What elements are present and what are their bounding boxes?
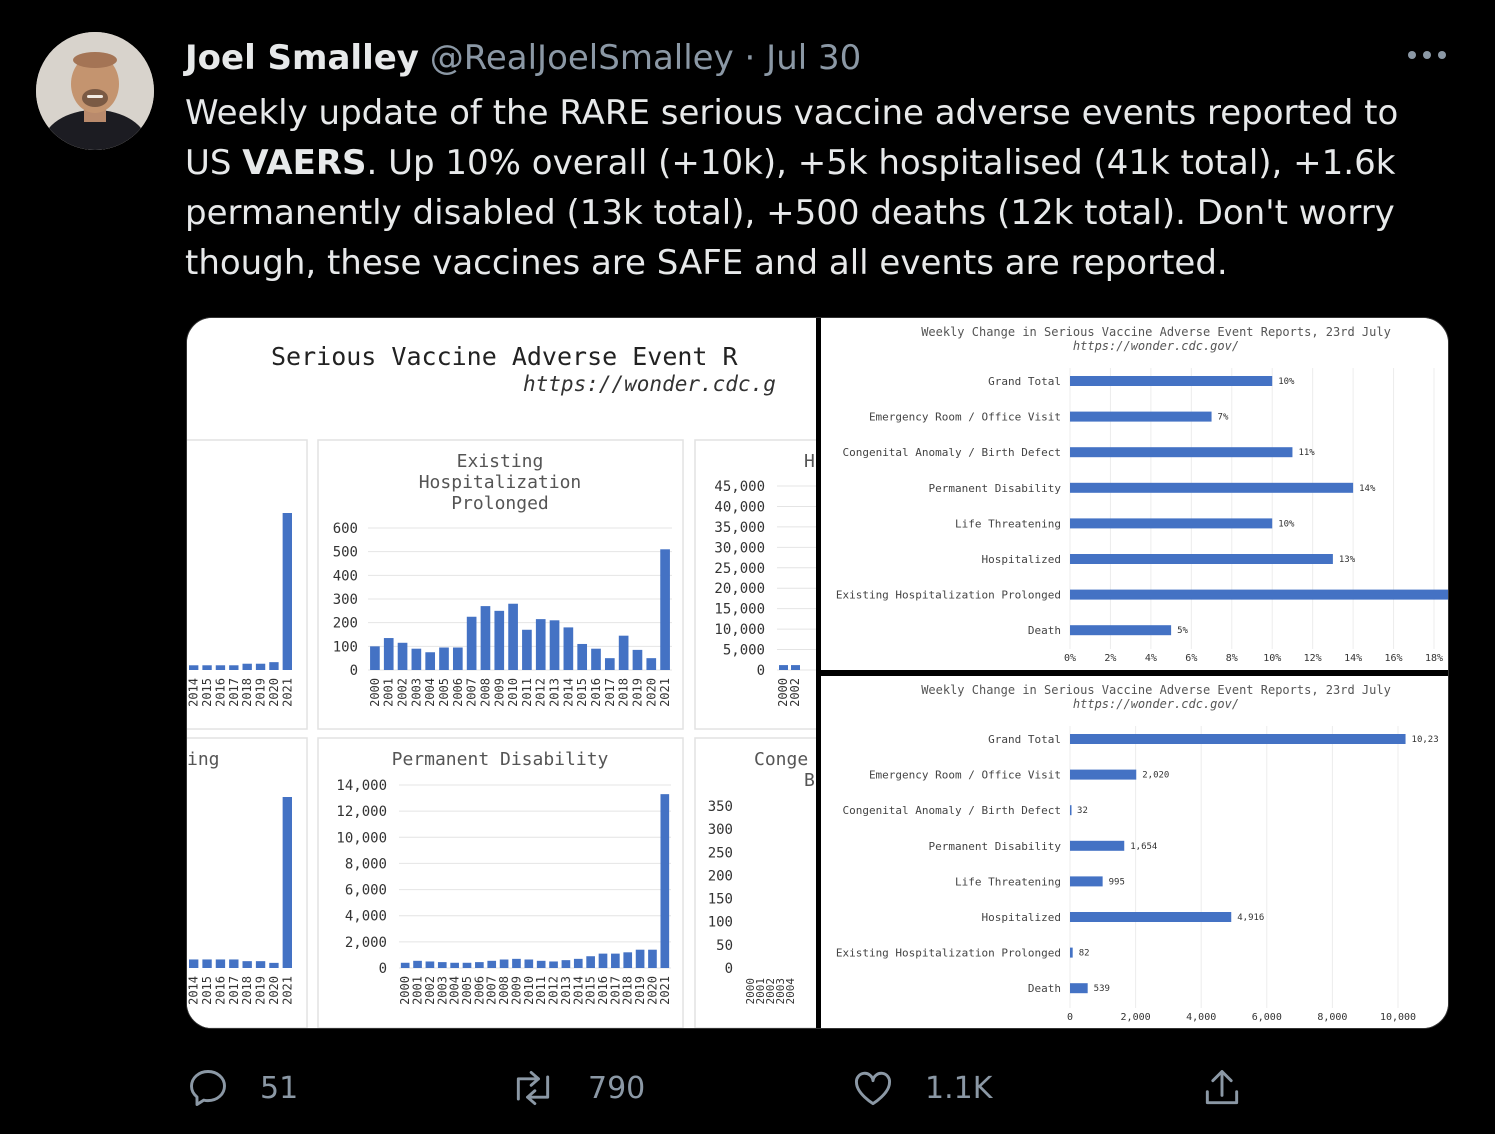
hbar <box>1070 590 1449 600</box>
x-tick-label: 2,000 <box>1120 1012 1151 1023</box>
partial-chart-title: Conge <box>754 749 809 770</box>
partial-lt-bar <box>269 662 278 670</box>
y-tick-label: 300 <box>707 822 733 839</box>
hbar <box>1070 625 1171 635</box>
x-tick-label: 2004 <box>423 678 438 707</box>
y-tick-label: 150 <box>707 891 733 908</box>
x-tick-label: 2019 <box>630 678 645 707</box>
partial-lt-bar <box>243 664 252 670</box>
category-label: Life Threatening <box>955 517 1061 531</box>
x-tick-label: 2017 <box>608 976 623 1005</box>
x-tick-label: 2000 <box>776 678 790 707</box>
partial-chart-title: ing <box>187 749 220 770</box>
chart-title: Permanent Disability <box>391 749 609 770</box>
x-tick-label: 2007 <box>464 678 479 707</box>
chart-title-line: Hospitalization <box>418 472 582 493</box>
pd-bar <box>574 959 583 968</box>
reply-count: 51 <box>260 1070 299 1106</box>
category-label: Emergency Room / Office Visit <box>868 410 1061 424</box>
x-tick-label: 2003 <box>409 678 424 707</box>
x-tick-label: 2020 <box>644 678 659 707</box>
reply-button[interactable] <box>186 1058 298 1118</box>
separator: · <box>744 38 756 78</box>
x-tick-label: 2015 <box>575 678 590 707</box>
hbar <box>1070 805 1072 815</box>
x-tick-label: 6% <box>1185 653 1198 664</box>
left-image-subtitle: https://wonder.cdc.g <box>523 372 776 396</box>
category-label: Grand Total <box>988 375 1061 388</box>
y-tick-label: 2,000 <box>344 934 387 951</box>
x-tick-label: 0% <box>1063 653 1077 664</box>
hbar <box>1070 876 1103 886</box>
y-tick-label: 250 <box>707 845 733 862</box>
x-tick-label: 2016 <box>213 678 228 707</box>
ehp-bar <box>591 649 601 670</box>
x-tick-label: 2005 <box>460 976 474 1005</box>
category-label: Death <box>1027 982 1061 996</box>
y-tick-label: 4,000 <box>344 908 387 925</box>
tweet-text-part1: Weekly update of the RARE serious vaccine adverse events reported to US <box>185 93 1399 183</box>
chart-title: Weekly Change in Serious Vaccine Adverse Event Reports, 23rd July <box>921 325 1391 339</box>
y-tick-label: 100 <box>332 639 358 656</box>
ehp-bar <box>398 643 408 670</box>
y-tick-label: 0 <box>378 961 387 977</box>
x-tick-label: 0 <box>1066 1012 1074 1023</box>
x-tick-label: 2017 <box>226 678 241 707</box>
tweet-text-bold[interactable]: VAERS <box>242 143 367 183</box>
category-label: Existing Hospitalization Prolonged <box>835 946 1061 960</box>
x-tick-label: 2011 <box>534 976 549 1005</box>
x-tick-label: 2001 <box>381 678 396 707</box>
left-charts <box>187 318 816 1029</box>
pct-change-chart <box>821 318 1449 670</box>
x-tick-label: 2009 <box>492 678 507 707</box>
x-tick-label: 2018 <box>240 976 255 1005</box>
x-tick-label: 16% <box>1384 653 1403 664</box>
partial-lt-bar <box>216 665 225 670</box>
ehp-bar <box>633 650 643 670</box>
partial-lb-bar <box>189 959 198 968</box>
x-tick-label: 2017 <box>602 678 617 707</box>
ehp-bar <box>439 648 449 670</box>
x-tick-label: 2000 <box>367 678 382 707</box>
ehp-bar <box>425 652 435 670</box>
chart-subtitle: https://wonder.cdc.gov/ <box>1072 697 1240 711</box>
x-tick-label: 2012 <box>546 976 561 1005</box>
pd-bar <box>599 954 608 968</box>
partial-chart-title: H <box>804 451 815 472</box>
x-tick-label: 2016 <box>589 678 603 707</box>
hbar <box>1070 518 1272 528</box>
hbar <box>1070 948 1073 958</box>
data-label: 1,654 <box>1130 841 1158 852</box>
y-tick-label: 12,000 <box>336 804 387 821</box>
ehp-bar <box>564 627 574 670</box>
y-tick-label: 500 <box>332 544 358 561</box>
partial-chart-title: B <box>804 770 815 791</box>
hbar <box>1070 447 1292 457</box>
media-image-top-right[interactable] <box>821 318 1449 670</box>
pd-bar <box>636 950 645 968</box>
x-tick-label: 2018 <box>616 678 631 707</box>
tweet-header <box>185 34 861 82</box>
more-icon[interactable] <box>1404 40 1450 70</box>
ehp-bar <box>577 644 587 670</box>
y-tick-label: 14,000 <box>336 778 387 794</box>
partial-lb-bar <box>243 961 252 968</box>
x-tick-label: 2004 <box>784 978 797 1005</box>
hbar <box>1070 983 1088 993</box>
y-tick-label: 600 <box>332 521 358 537</box>
x-tick-label: 2016 <box>596 976 610 1005</box>
data-label: 82 <box>1078 948 1090 959</box>
pd-bar <box>438 962 447 968</box>
ehp-bar <box>660 549 670 670</box>
pd-bar <box>549 961 558 968</box>
category-label: Existing Hospitalization Prolonged <box>835 588 1061 602</box>
partial-lt-bar <box>189 665 198 670</box>
partial-lt-bar <box>229 665 238 670</box>
ehp-bar <box>384 638 394 670</box>
x-tick-label: 8,000 <box>1317 1012 1348 1023</box>
x-tick-label: 2002 <box>395 678 410 707</box>
x-tick-label: 2019 <box>253 678 268 707</box>
partial-lb-bar <box>256 961 265 968</box>
pd-bar <box>562 960 571 968</box>
x-tick-label: 2020 <box>266 976 281 1005</box>
author-name[interactable]: Joel Smalley <box>185 38 419 78</box>
category-label: Emergency Room / Office Visit <box>868 768 1061 782</box>
x-tick-label: 14% <box>1344 653 1363 664</box>
data-label: 995 <box>1108 877 1125 888</box>
x-tick-label: 2016 <box>213 976 228 1005</box>
category-label: Hospitalized <box>981 911 1061 924</box>
x-tick-label: 2% <box>1104 653 1117 664</box>
more-dot <box>1423 51 1431 59</box>
x-tick-label: 2000 <box>398 976 413 1005</box>
partial-lb-bar <box>202 959 211 968</box>
y-tick-label: 20,000 <box>714 581 765 598</box>
y-tick-label: 100 <box>707 914 733 931</box>
category-label: Permanent Disability <box>928 481 1061 495</box>
x-tick-label: 2008 <box>497 976 512 1005</box>
x-tick-label: 2011 <box>519 678 534 707</box>
ehp-bar <box>494 611 504 670</box>
ehp-bar <box>412 649 422 670</box>
share-icon <box>1200 1066 1244 1110</box>
author-handle[interactable]: @RealJoelSmalley <box>429 38 734 78</box>
y-tick-label: 30,000 <box>714 540 765 557</box>
x-tick-label: 10,000 <box>1379 1012 1417 1023</box>
abs-change-chart <box>821 676 1449 1029</box>
y-tick-label: 40,000 <box>714 499 765 516</box>
pd-bar <box>500 960 509 968</box>
data-label: 10% <box>1278 377 1295 387</box>
x-tick-label: 2002 <box>422 976 437 1005</box>
pd-bar <box>413 961 422 968</box>
media-image-bottom-right[interactable] <box>821 676 1449 1029</box>
pd-bar <box>648 950 657 968</box>
pd-bar <box>487 961 496 968</box>
ehp-bar <box>481 606 491 670</box>
partial-lb-bar <box>269 963 278 968</box>
y-tick-label: 8,000 <box>344 856 387 873</box>
chart-title-line: Prolonged <box>451 493 549 514</box>
y-tick-label: 0 <box>349 663 358 679</box>
pd-bar <box>524 960 533 968</box>
partial-lt-bar <box>283 513 292 670</box>
y-tick-label: 15,000 <box>714 601 765 618</box>
category-label: Permanent Disability <box>928 839 1061 853</box>
y-tick-label: 0 <box>756 663 765 679</box>
ehp-bar <box>619 636 629 670</box>
ehp-bar <box>605 658 615 670</box>
y-tick-label: 200 <box>707 868 733 885</box>
y-tick-label: 10,000 <box>336 830 387 847</box>
more-dot <box>1438 51 1446 59</box>
panel-bg <box>821 676 1449 1029</box>
x-tick-label: 2013 <box>547 678 562 707</box>
hbar <box>1070 412 1212 422</box>
data-label: 32 <box>1077 806 1088 817</box>
ehp-bar <box>522 630 532 670</box>
x-tick-label: 2004 <box>447 976 462 1005</box>
data-label: 7% <box>1217 412 1229 423</box>
partial-lb-bar <box>229 959 238 968</box>
tweet-text-part2: . Up 10% overall (+10k), +5k hospitalised (41k total), +1.6k permanently disabled (13k total), +500 deaths (12k total). Don't worry though, these vaccines are SAFE and all events are reported. <box>185 143 1396 283</box>
like-icon <box>851 1066 895 1110</box>
category-label: Congenital Anomaly / Birth Defect <box>842 446 1061 460</box>
x-tick-label: 12% <box>1303 653 1322 664</box>
x-tick-label: 4,000 <box>1186 1012 1217 1023</box>
chart-subtitle: https://wonder.cdc.gov/ <box>1072 339 1240 353</box>
y-tick-label: 300 <box>332 592 358 608</box>
pd-bar <box>463 963 472 968</box>
more-dot <box>1408 51 1416 59</box>
data-label: 14% <box>1359 483 1376 494</box>
hbar <box>1070 912 1231 922</box>
reply-icon <box>186 1066 230 1110</box>
data-label: 10,23 <box>1411 735 1439 745</box>
avatar[interactable] <box>36 32 154 150</box>
partial-rt-bar <box>779 665 788 670</box>
ehp-bar <box>453 648 463 670</box>
like-button[interactable] <box>851 1058 992 1118</box>
x-tick-label: 2006 <box>450 678 465 707</box>
tweet-text <box>185 88 1435 288</box>
x-tick-label: 2001 <box>754 978 767 1005</box>
data-label: 11% <box>1298 448 1315 459</box>
x-tick-label: 2014 <box>571 976 586 1005</box>
y-tick-label: 350 <box>707 799 733 815</box>
x-tick-label: 2010 <box>506 678 521 707</box>
x-tick-label: 2017 <box>226 976 241 1005</box>
hbar <box>1070 841 1124 851</box>
x-tick-label: 2019 <box>253 976 268 1005</box>
x-tick-label: 2006 <box>472 976 487 1005</box>
x-tick-label: 2013 <box>558 976 573 1005</box>
hbar <box>1070 554 1333 564</box>
x-tick-label: 2001 <box>410 976 425 1005</box>
x-tick-label: 2021 <box>280 976 295 1005</box>
partial-rt-bar <box>791 665 800 670</box>
y-tick-label: 35,000 <box>714 519 765 536</box>
pd-bar <box>537 961 546 968</box>
data-label: 539 <box>1093 984 1110 995</box>
panel-bg <box>821 318 1449 670</box>
y-tick-label: 25,000 <box>714 560 765 577</box>
x-tick-label: 2010 <box>521 976 536 1005</box>
x-tick-label: 2003 <box>774 978 787 1005</box>
x-tick-label: 18% <box>1424 653 1444 664</box>
x-tick-label: 2020 <box>266 678 281 707</box>
x-tick-label: 2015 <box>200 678 215 707</box>
x-tick-label: 4% <box>1144 653 1157 664</box>
share-button[interactable] <box>1200 1058 1274 1118</box>
hbar <box>1070 483 1353 493</box>
x-tick-label: 6,000 <box>1251 1012 1282 1023</box>
x-tick-label: 2018 <box>240 678 255 707</box>
x-tick-label: 2002 <box>788 678 802 707</box>
ehp-bar <box>508 604 518 670</box>
pd-bar <box>426 961 435 968</box>
hbar <box>1070 734 1406 744</box>
x-tick-label: 2018 <box>620 976 635 1005</box>
ehp-bar <box>550 620 560 670</box>
retweet-button[interactable] <box>508 1058 645 1118</box>
data-label: 2,020 <box>1142 770 1170 781</box>
x-tick-label: 2015 <box>583 976 598 1005</box>
media-grid[interactable] <box>186 317 1449 1029</box>
data-label: 13% <box>1338 555 1356 565</box>
y-tick-label: 45,000 <box>714 479 765 495</box>
x-tick-label: 2012 <box>533 678 548 707</box>
x-tick-label: 2021 <box>658 678 673 707</box>
x-tick-label: 2014 <box>561 678 576 707</box>
category-label: Hospitalized <box>981 553 1061 566</box>
ehp-bar <box>370 646 380 670</box>
x-tick-label: 2002 <box>764 978 777 1005</box>
data-label: 5% <box>1177 626 1188 637</box>
category-label: Life Threatening <box>955 875 1061 889</box>
pd-bar <box>623 952 632 968</box>
x-tick-label: 8% <box>1225 653 1238 664</box>
pd-bar <box>611 954 620 968</box>
y-tick-label: 0 <box>724 961 733 977</box>
category-label: Grand Total <box>988 733 1061 746</box>
x-tick-label: 2009 <box>509 976 524 1005</box>
x-tick-label: 2003 <box>435 976 450 1005</box>
partial-lt-bar <box>202 665 211 670</box>
media-image-left[interactable] <box>187 318 816 1029</box>
hbar <box>1070 376 1272 386</box>
left-image-title: Serious Vaccine Adverse Event R <box>271 342 738 371</box>
y-tick-label: 10,000 <box>714 622 765 639</box>
partial-lb-bar <box>283 797 292 968</box>
x-tick-label: 2021 <box>280 678 295 707</box>
category-label: Death <box>1027 624 1061 638</box>
y-tick-label: 400 <box>332 568 358 585</box>
y-tick-label: 6,000 <box>344 882 387 899</box>
x-tick-label: 2015 <box>200 976 215 1005</box>
pd-bar <box>660 794 669 968</box>
chart-title-line: Existing <box>456 451 544 472</box>
pd-bar <box>586 956 595 968</box>
partial-lt-bar <box>256 664 265 670</box>
ehp-bar <box>467 617 477 670</box>
like-count: 1.1K <box>925 1070 993 1106</box>
x-tick-label: 2020 <box>645 976 660 1005</box>
x-tick-label: 2014 <box>187 678 201 707</box>
x-tick-label: 2019 <box>633 976 648 1005</box>
y-tick-label: 5,000 <box>722 642 765 659</box>
ehp-bar <box>536 619 546 670</box>
retweet-icon <box>508 1066 558 1110</box>
x-tick-label: 2000 <box>744 978 757 1005</box>
x-tick-label: 2008 <box>478 678 493 707</box>
pd-bar <box>475 962 484 968</box>
x-tick-label: 2014 <box>187 976 201 1005</box>
hbar <box>1070 770 1136 780</box>
data-label: 4,916 <box>1237 913 1265 923</box>
pd-bar <box>450 963 459 968</box>
y-tick-label: 200 <box>332 615 358 632</box>
pd-bar <box>401 963 410 968</box>
y-tick-label: 50 <box>716 937 733 954</box>
tweet-date[interactable]: Jul 30 <box>766 38 862 78</box>
x-tick-label: 10% <box>1263 653 1282 664</box>
partial-lb-bar <box>216 959 225 968</box>
chart-title: Weekly Change in Serious Vaccine Adverse Event Reports, 23rd July <box>921 683 1391 697</box>
x-tick-label: 2005 <box>437 678 451 707</box>
action-bar <box>0 1058 1495 1118</box>
ehp-bar <box>646 658 656 670</box>
retweet-count: 790 <box>588 1070 646 1106</box>
x-tick-label: 2021 <box>657 976 672 1005</box>
pd-bar <box>512 959 521 968</box>
data-label: 10% <box>1278 519 1295 530</box>
x-tick-label: 2007 <box>484 976 499 1005</box>
category-label: Congenital Anomaly / Birth Defect <box>842 804 1061 818</box>
